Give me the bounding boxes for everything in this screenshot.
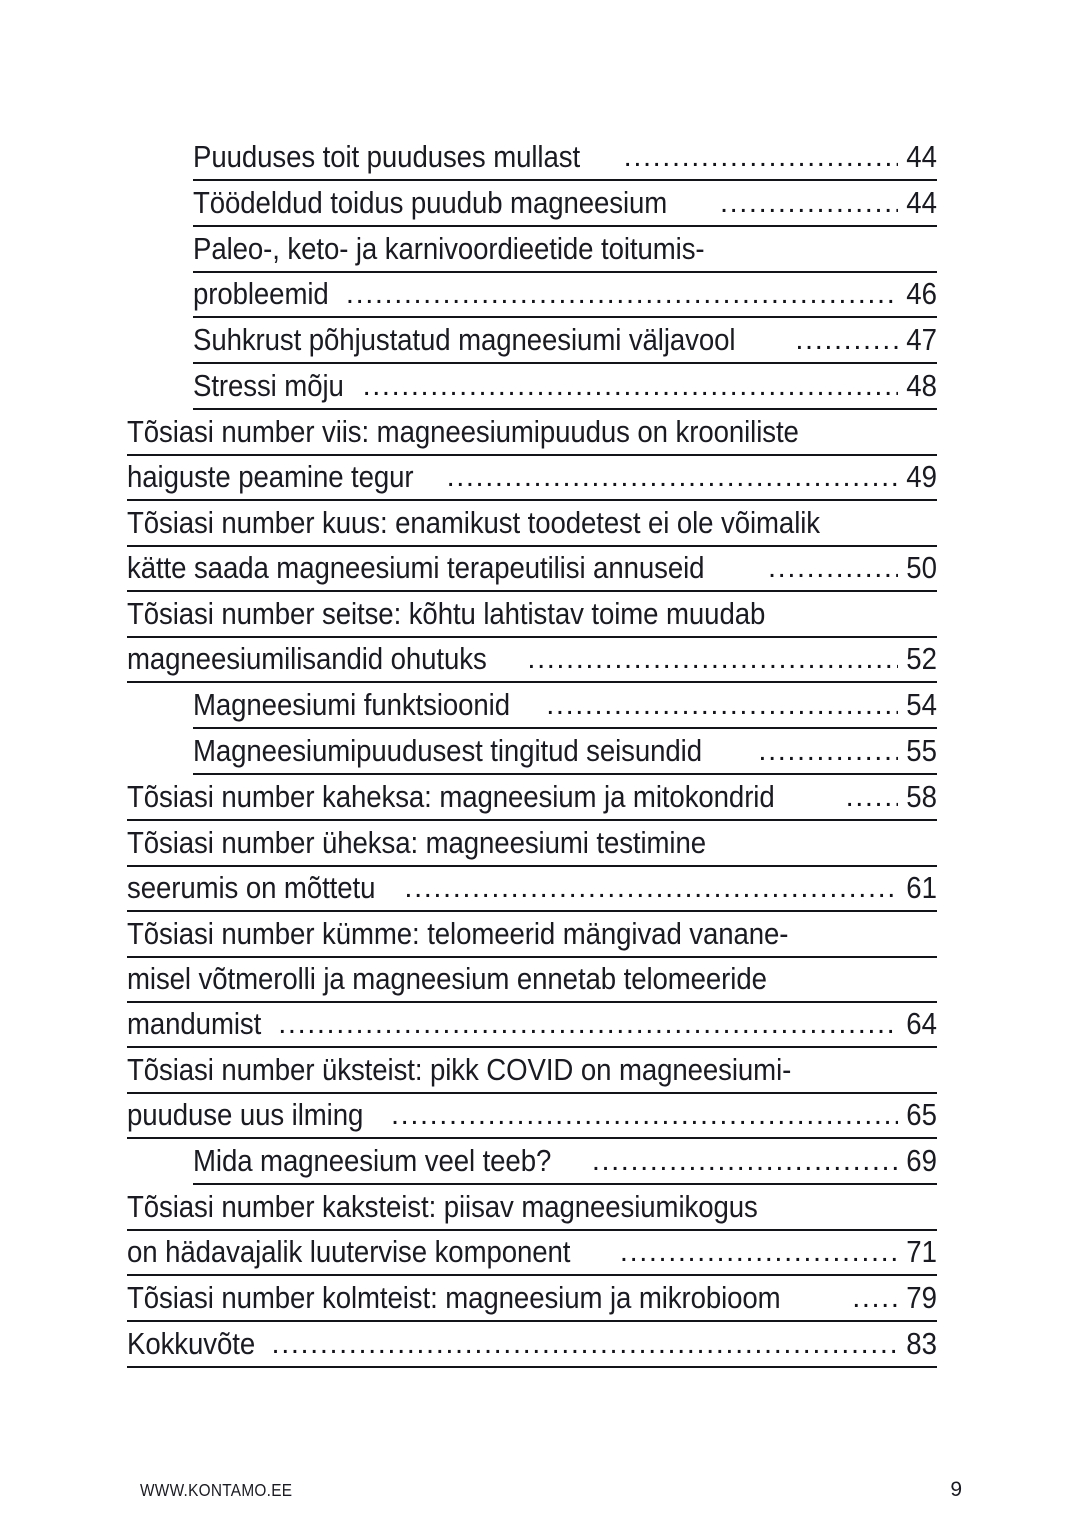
toc-entry-title: Tõsiasi number viis: magneesiumipuudus on krooniliste xyxy=(127,415,799,449)
toc-entry-line xyxy=(127,411,937,456)
footer-page-number: 9 xyxy=(950,1478,962,1501)
toc-entry-line xyxy=(193,1140,937,1185)
toc-page-number: 71 xyxy=(906,1235,937,1269)
toc-entry-line xyxy=(127,502,937,547)
toc-entry[interactable] xyxy=(127,1140,937,1185)
toc-entry[interactable] xyxy=(127,1049,937,1139)
toc-dot-leader xyxy=(546,700,898,718)
toc-entry-title: Stressi mõju xyxy=(193,369,344,403)
toc-entry-line xyxy=(127,1049,937,1094)
toc-entry-title: Tõsiasi number kümme: telomeerid mängivad vanane- xyxy=(127,917,789,951)
toc-entry-title: Tõsiasi number üksteist: pikk COVID on magneesiumi- xyxy=(127,1053,792,1087)
toc-entry-line xyxy=(127,776,937,821)
toc-entry-title: Paleo-, keto- ja karnivoordieetide toitumis- xyxy=(193,232,705,266)
toc-entry-title: Tõsiasi number kaheksa: magneesium ja mitokondrid xyxy=(127,780,775,814)
toc-entry-title: kätte saada magneesiumi terapeutilisi annuseid xyxy=(127,551,705,585)
toc-entry-line xyxy=(193,136,937,181)
toc-page-number: 44 xyxy=(906,140,937,174)
toc-dot-leader xyxy=(527,654,898,672)
toc-entry-title: Mida magneesium veel teeb? xyxy=(193,1144,552,1178)
table-of-contents xyxy=(127,136,937,1369)
toc-dot-leader xyxy=(346,289,898,307)
toc-entry-title: Puuduses toit puuduses mullast xyxy=(193,140,581,174)
toc-entry-title: Magneesiumi funktsioonid xyxy=(193,688,510,722)
toc-entry[interactable] xyxy=(127,776,937,821)
toc-entry-line xyxy=(127,1231,937,1276)
toc-dot-leader xyxy=(363,381,898,399)
toc-entry-title: haiguste peamine tegur xyxy=(127,460,414,494)
toc-dot-leader xyxy=(272,1339,899,1357)
toc-entry-title: Tõsiasi number seitse: kõhtu lahtistav toime muudab xyxy=(127,597,766,631)
toc-entry-title: mandumist xyxy=(127,1007,262,1041)
toc-dot-leader xyxy=(758,746,898,764)
toc-entry-line xyxy=(193,182,937,227)
toc-dot-leader xyxy=(846,792,898,810)
toc-entry-line xyxy=(127,593,937,638)
toc-entry[interactable] xyxy=(127,593,937,683)
toc-entry[interactable] xyxy=(127,365,937,410)
toc-dot-leader xyxy=(278,1019,898,1037)
toc-dot-leader xyxy=(447,472,898,490)
toc-entry-line xyxy=(127,867,937,912)
toc-entry-line xyxy=(127,822,937,867)
toc-page-number: 65 xyxy=(906,1098,937,1132)
toc-entry-line xyxy=(127,958,937,1003)
toc-dot-leader xyxy=(852,1293,898,1311)
toc-page-number: 52 xyxy=(906,642,937,676)
toc-page-number: 54 xyxy=(906,688,937,722)
toc-page-number: 47 xyxy=(906,323,937,357)
toc-page-number: 83 xyxy=(906,1327,937,1361)
toc-entry-line xyxy=(127,1094,937,1139)
toc-entry-title: Magneesiumipuudusest tingitud seisundid xyxy=(193,734,702,768)
toc-entry[interactable] xyxy=(127,136,937,181)
toc-entry-line xyxy=(193,273,937,318)
toc-entry[interactable] xyxy=(127,502,937,592)
toc-page-number: 64 xyxy=(906,1007,937,1041)
toc-page-number: 79 xyxy=(906,1281,937,1315)
toc-entry-title: Tõsiasi number kolmteist: magneesium ja mikrobioom xyxy=(127,1281,781,1315)
toc-entry-line xyxy=(127,1277,937,1322)
toc-entry-line xyxy=(193,730,937,775)
toc-entry-line xyxy=(127,456,937,501)
toc-entry-line xyxy=(193,319,937,364)
toc-entry-line xyxy=(127,913,937,958)
toc-dot-leader xyxy=(768,563,898,581)
toc-page-number: 50 xyxy=(906,551,937,585)
page-footer xyxy=(140,1478,962,1502)
toc-entry-line xyxy=(127,1186,937,1231)
toc-entry-line xyxy=(193,684,937,729)
toc-entry[interactable] xyxy=(127,411,937,501)
toc-entry-line xyxy=(127,547,937,592)
toc-entry-title: probleemid xyxy=(193,277,329,311)
toc-dot-leader xyxy=(720,198,898,216)
toc-entry-title: puuduse uus ilming xyxy=(127,1098,364,1132)
toc-dot-leader xyxy=(391,1110,898,1128)
toc-entry[interactable] xyxy=(127,182,937,227)
toc-entry-line xyxy=(127,638,937,683)
toc-entry-line xyxy=(127,1003,937,1048)
toc-entry[interactable] xyxy=(127,228,937,318)
toc-dot-leader xyxy=(624,152,898,170)
toc-entry-title: Tõsiasi number üheksa: magneesiumi testimine xyxy=(127,826,707,860)
toc-page-number: 49 xyxy=(906,460,937,494)
toc-page-number: 55 xyxy=(906,734,937,768)
toc-entry[interactable] xyxy=(127,1186,937,1276)
toc-entry-title: seerumis on mõttetu xyxy=(127,871,376,905)
toc-entry-title: Suhkrust põhjustatud magneesiumi väljavool xyxy=(193,323,736,357)
toc-entry-title: magneesiumilisandid ohutuks xyxy=(127,642,487,676)
toc-page-number: 61 xyxy=(906,871,937,905)
toc-entry[interactable] xyxy=(127,684,937,729)
toc-entry-title: on hädavajalik luutervise komponent xyxy=(127,1235,571,1269)
toc-entry[interactable] xyxy=(127,1323,937,1368)
toc-page-number: 44 xyxy=(906,186,937,220)
toc-entry-title: misel võtmerolli ja magneesium ennetab telomeeride xyxy=(127,962,767,996)
toc-entry[interactable] xyxy=(127,730,937,775)
toc-entry-title: Tõsiasi number kaksteist: piisav magneesiumikogus xyxy=(127,1190,758,1224)
footer-website-url: WWW.KONTAMO.EE xyxy=(140,1480,293,1500)
toc-dot-leader xyxy=(620,1247,898,1265)
toc-entry[interactable] xyxy=(127,913,937,1048)
toc-entry[interactable] xyxy=(127,1277,937,1322)
toc-entry-line xyxy=(127,1323,937,1368)
toc-entry[interactable] xyxy=(127,822,937,912)
toc-entry-title: Töödeldud toidus puudub magneesium xyxy=(193,186,668,220)
toc-page-number: 48 xyxy=(906,369,937,403)
toc-page-number: 69 xyxy=(906,1144,937,1178)
toc-dot-leader xyxy=(795,335,898,353)
toc-entry-title: Tõsiasi number kuus: enamikust toodetest ei ole võimalik xyxy=(127,506,820,540)
toc-page-number: 58 xyxy=(906,780,937,814)
toc-page-number: 46 xyxy=(906,277,937,311)
toc-dot-leader xyxy=(592,1156,898,1174)
toc-entry-title: Kokkuvõte xyxy=(127,1327,256,1361)
toc-entry[interactable] xyxy=(127,319,937,364)
toc-dot-leader xyxy=(404,883,898,901)
toc-entry-line xyxy=(193,228,937,273)
toc-entry-line xyxy=(193,365,937,410)
